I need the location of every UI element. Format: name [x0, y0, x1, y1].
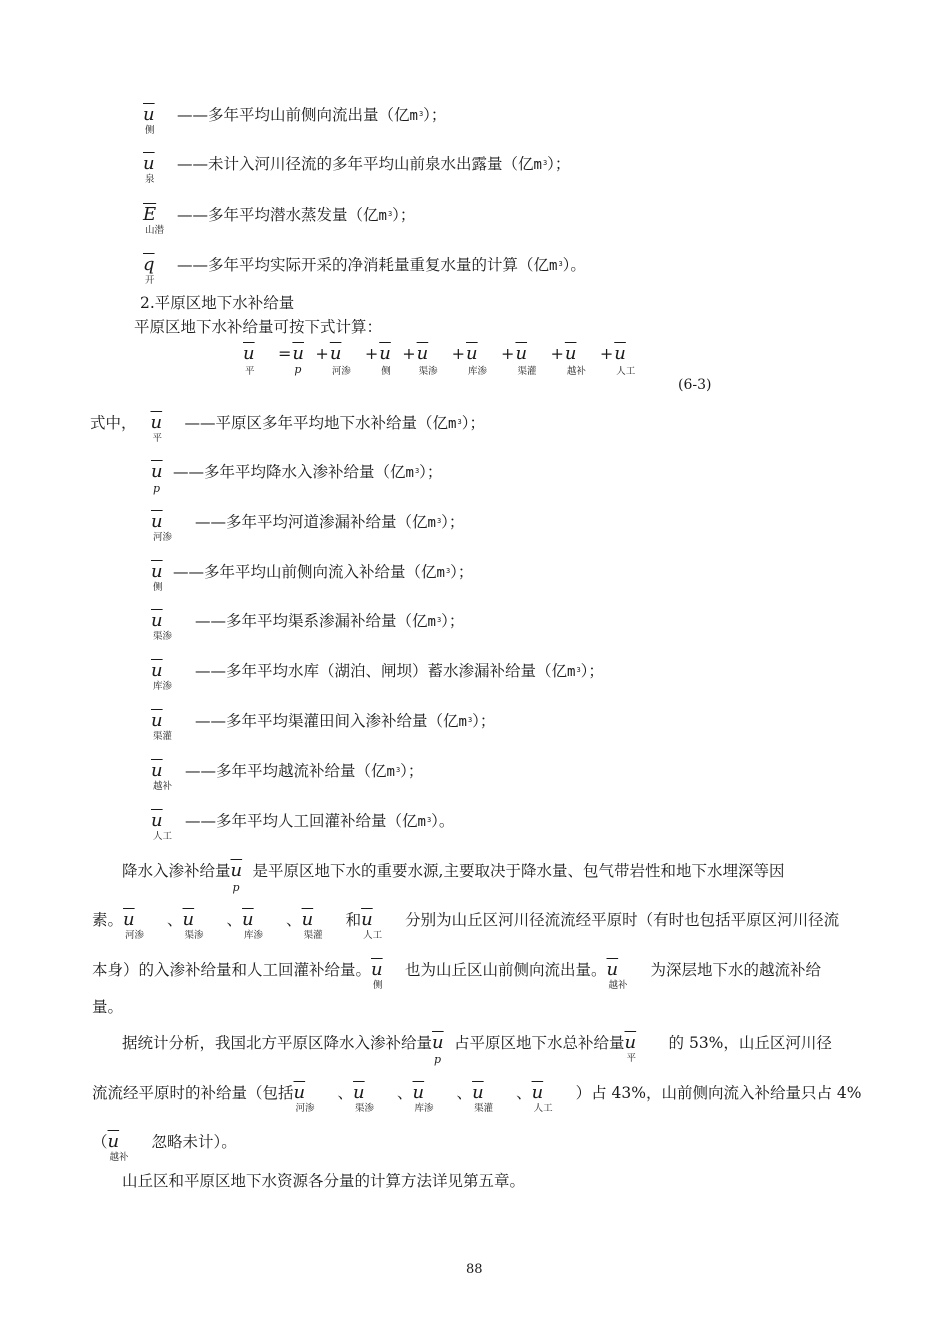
symbol: $\overline{u}$ 越补: [564, 343, 586, 377]
symbol: $\overline{u}$ 库渗: [466, 343, 488, 377]
def-row: $\overline{u}$ 库渗 ——多年平均水库（湖泊、闸坝）蓄水渗漏补给量（亿$m^3$）；: [151, 660, 604, 692]
unit: $m^3$: [533, 157, 548, 173]
def-row: $\overline{u}$ 侧 ——多年平均山前侧向流出量（亿$m^3$）；: [143, 104, 447, 136]
def-row: $\overline{E}$ 山潜 ——多年平均潜水蒸发量（亿$m^3$）；: [143, 204, 416, 236]
symbol: $\overline{u}$ p: [292, 343, 304, 376]
symbol: $\overline{u}$ 河渗: [151, 511, 173, 543]
paragraph-line: 量。: [92, 998, 124, 1016]
paragraph-line: 山丘区和平原区地下水资源各分量的计算方法详见第五章。: [122, 1172, 526, 1190]
def-row: $\overline{u}$ 侧 ——多年平均山前侧向流入补给量（亿$m^3$）；: [151, 561, 474, 593]
unit: $m^3$: [409, 108, 424, 124]
paragraph-line: 流流经平原时的补给量（包括$\overline{u}$ 河渗 、$\overline{u}$ 渠渗 、$\overline{u}$ 库渗 、$\overline{u}$ 渠灌 、$\overline{u}$ 人工 ）占 43%，山前侧向流入补给量只占 4%: [92, 1082, 862, 1114]
symbol: $\overline{u}$ 河渗: [329, 343, 351, 377]
section-heading: 2.平原区地下水补给量: [140, 294, 295, 312]
def-row: $\overline{u}$ 渠渗 ——多年平均渠系渗漏补给量（亿$m^3$）；: [151, 610, 465, 642]
page-number: 88: [466, 1262, 483, 1277]
symbol: $\overline{u}$ 侧: [143, 104, 155, 136]
symbol: $\overline{u}$ 越补: [151, 760, 173, 792]
unit: $m^3$: [378, 208, 393, 224]
formula: $\overline{u}$ 平 $=\overline{u}$ p $+\overline{u}$ 河渗 $+\overline{u}$ 侧 $+\overline{u}$ 渠渗 $+\overline{u}$ 库渗 $+\overline{u}$ 渠灌 $+\overline{u}$ 越补 $+\overline{u}$ 人工: [243, 343, 648, 364]
where-label: 式中，: [90, 414, 137, 432]
intro-text: 平原区地下水补给量可按下式计算：: [134, 318, 383, 336]
paragraph-line: 降水入渗补给量$\overline{u}$ p 是平原区地下水的重要水源,主要取决于降水量、包气带岩性和地下水埋深等因: [122, 860, 785, 894]
symbol: $\overline{u}$ 平: [150, 412, 163, 444]
paragraph-line: 据统计分析，我国北方平原区降水入渗补给量$\overline{u}$ p 占平原区地下水总补给量$\overline{u}$ 平 的 53%，山丘区河川径: [122, 1032, 832, 1066]
symbol: $\overline{u}$ 侧: [151, 561, 163, 593]
paragraph-line: （$\overline{u}$ 越补 忽略未计）。: [92, 1131, 237, 1163]
symbol: $\overline{q}$ 开: [143, 254, 155, 286]
def-row: $\overline{u}$ 渠灌 ——多年平均渠灌田间入渗补给量（亿$m^3$）；: [151, 710, 496, 742]
def-row: 式中， $\overline{u}$ 平 ——平原区多年平均地下水补给量（亿$m^3$）；: [90, 412, 485, 444]
symbol: $\overline{u}$ 侧: [379, 343, 391, 377]
symbol: $\overline{u}$ 渠渗: [151, 610, 173, 642]
def-row: $\overline{u}$ 越补 ——多年平均越流补给量（亿$m^3$）；: [151, 760, 424, 792]
symbol: $\overline{u}$ 泉: [143, 153, 155, 185]
symbol: $\overline{u}$ 平: [243, 343, 255, 377]
symbol: $\overline{u}$ 渠灌: [151, 710, 173, 742]
def-row: $\overline{u}$ 人工 ——多年平均人工回灌补给量（亿$m^3$）。: [151, 810, 455, 842]
paragraph-line: 素。$\overline{u}$ 河渗 、$\overline{u}$ 渠渗 、$\overline{u}$ 库渗 、$\overline{u}$ 渠灌 和$\overline{u}$ 人工 分别为山丘区河川径流流经平原时（有时也包括平原区河川径流: [92, 909, 840, 941]
symbol: $\overline{u}$ p: [151, 461, 163, 495]
def-row: $\overline{q}$ 开 ——多年平均实际开采的净消耗量重复水量的计算（亿$m^3$）。: [143, 254, 586, 286]
symbol: $\overline{u}$ 人工: [614, 343, 636, 377]
symbol: $\overline{u}$ 人工: [151, 810, 173, 842]
unit: $m^3$: [549, 258, 563, 274]
def-row: $\overline{u}$ 河渗 ——多年平均河道渗漏补给量（亿$m^3$）；: [151, 511, 465, 543]
def-row: $\overline{u}$ 泉 ——未计入河川径流的多年平均山前泉水出露量（亿$m^3$）；: [143, 153, 571, 185]
symbol: $\overline{u}$ 库渗: [151, 660, 173, 692]
equation-number: (6-3): [678, 377, 712, 393]
symbol: $\overline{u}$ 渠灌: [515, 343, 537, 377]
symbol: $\overline{E}$ 山潜: [143, 204, 165, 236]
def-row: $\overline{u}$ p ——多年平均降水入渗补给量（亿$m^3$）；: [151, 461, 443, 495]
symbol: $\overline{u}$ 渠渗: [416, 343, 438, 377]
paragraph-line: 本身）的入渗补给量和人工回灌补给量。$\overline{u}$ 侧 也为山丘区山前侧向流出量。$\overline{u}$ 越补 为深层地下水的越流补给: [92, 959, 822, 991]
